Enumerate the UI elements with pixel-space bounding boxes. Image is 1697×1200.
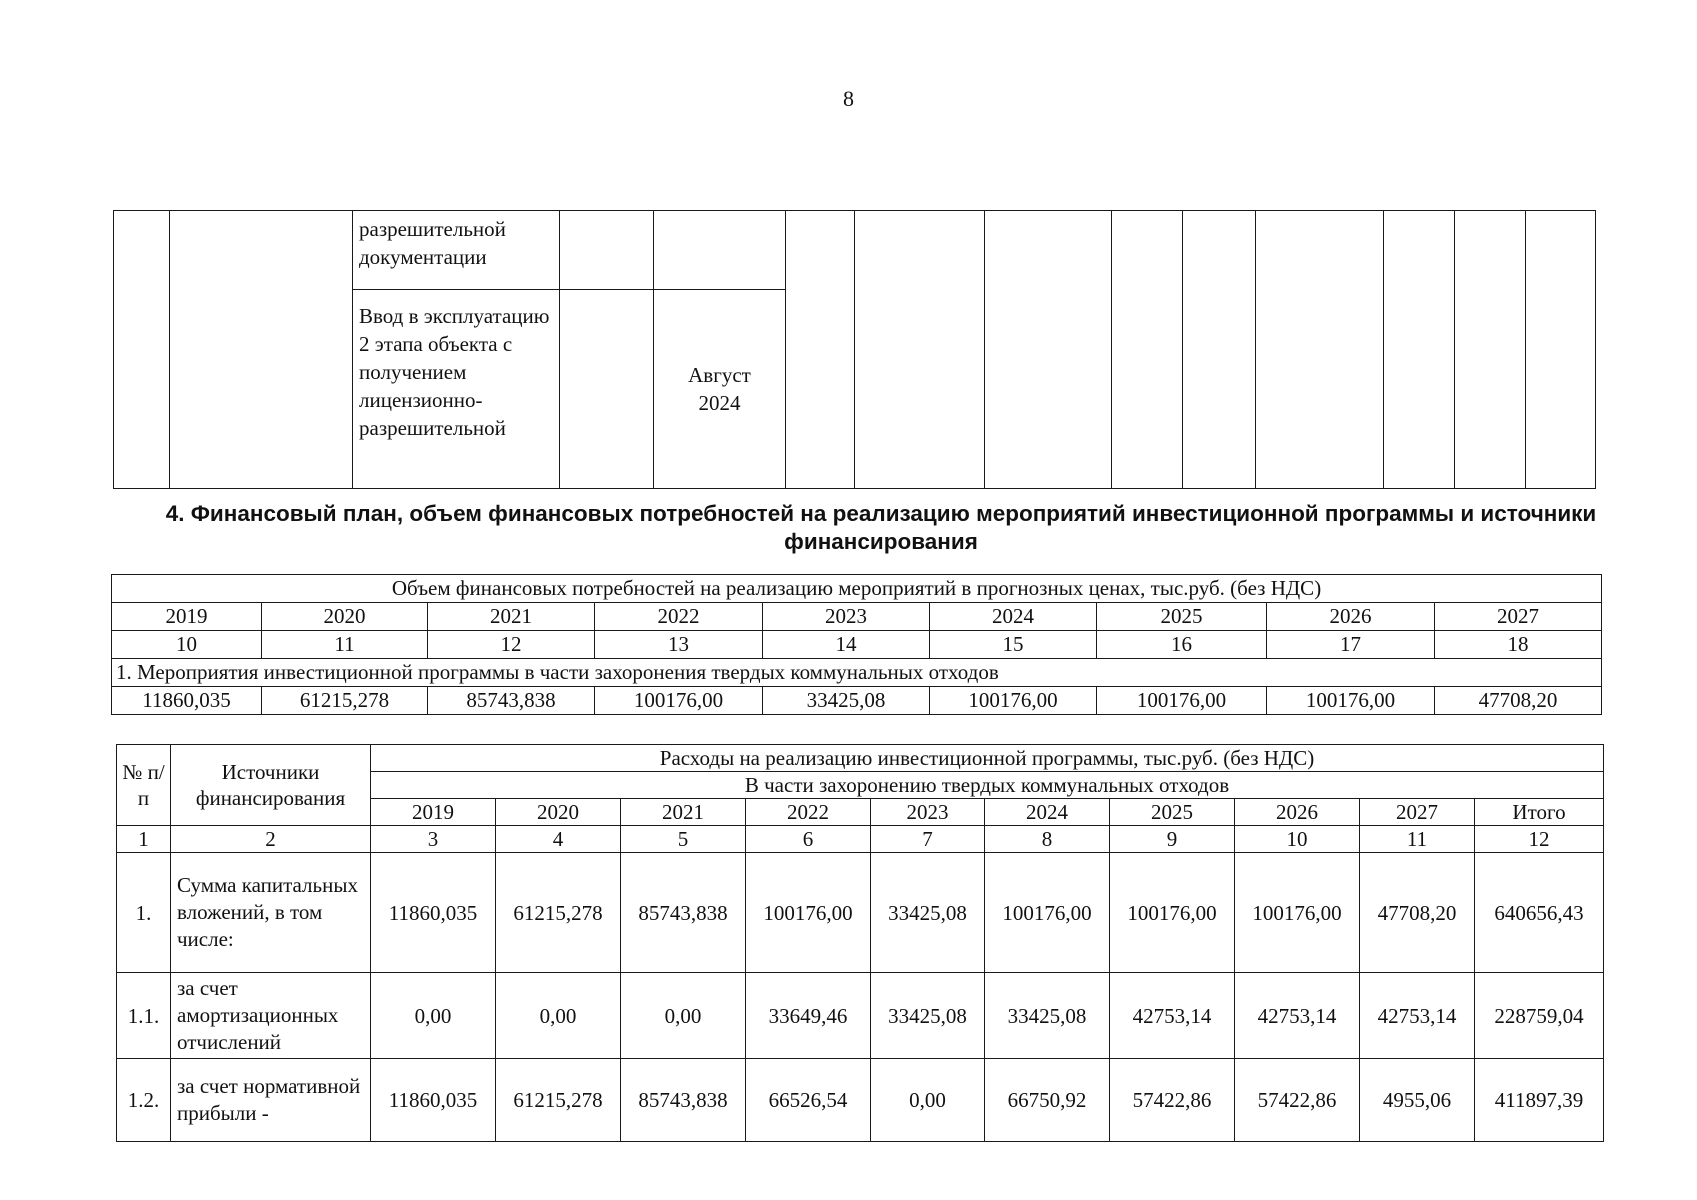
expenses-table xyxy=(116,744,1604,1142)
column-number: 11 xyxy=(262,631,428,659)
year-header: 2022 xyxy=(746,799,871,826)
table-cell xyxy=(1112,211,1183,489)
value-cell: 0,00 xyxy=(371,973,496,1059)
value-cell: 85743,838 xyxy=(428,687,595,715)
value-cell: 66750,92 xyxy=(985,1059,1110,1142)
program-section-title: 1. Мероприятия инвестиционной программы в части захоронения твердых коммунальных отходов xyxy=(112,659,1602,687)
column-number: 17 xyxy=(1267,631,1435,659)
column-number: 15 xyxy=(930,631,1097,659)
column-number: 5 xyxy=(621,826,746,853)
column-number: 16 xyxy=(1097,631,1267,659)
value-cell: 33425,08 xyxy=(871,973,985,1059)
column-number: 10 xyxy=(112,631,262,659)
financial-needs-title: Объем финансовых потребностей на реализацию мероприятий в прогнозных ценах, тыс.руб. (без НДС) xyxy=(112,575,1602,603)
row-number: 1. xyxy=(117,853,171,973)
year-header: 2020 xyxy=(496,799,621,826)
header-waste-burial: В части захоронению твердых коммунальных отходов xyxy=(371,772,1604,799)
value-cell: 4955,06 xyxy=(1360,1059,1475,1142)
stage-date: Август 2024 xyxy=(688,363,751,415)
column-number: 8 xyxy=(985,826,1110,853)
table-cell xyxy=(560,211,654,290)
year-header: 2026 xyxy=(1235,799,1360,826)
table-cell xyxy=(1455,211,1526,489)
year-header: 2025 xyxy=(1110,799,1235,826)
total-cell: 411897,39 xyxy=(1475,1059,1604,1142)
column-number: 2 xyxy=(171,826,371,853)
value-cell: 85743,838 xyxy=(621,853,746,973)
value-cell: 100176,00 xyxy=(1235,853,1360,973)
header-financing-sources: Источники финансирования xyxy=(171,745,371,826)
financing-source: за счет нормативной прибыли - xyxy=(171,1059,371,1142)
value-cell: 100176,00 xyxy=(985,853,1110,973)
financial-needs-table xyxy=(111,574,1602,715)
value-cell: 61215,278 xyxy=(262,687,428,715)
value-cell: 11860,035 xyxy=(371,1059,496,1142)
total-cell: 228759,04 xyxy=(1475,973,1604,1059)
value-cell: 47708,20 xyxy=(1435,687,1602,715)
row-number: 1.1. xyxy=(117,973,171,1059)
table-cell xyxy=(1256,211,1384,489)
value-cell: 100176,00 xyxy=(1110,853,1235,973)
value-cell: 11860,035 xyxy=(112,687,262,715)
section-heading: 4. Финансовый план, объем финансовых потребностей на реализацию мероприятий инвестиционной программы и источники финансирования xyxy=(165,501,1597,554)
financing-source: за счет амортизационных отчислений xyxy=(171,973,371,1059)
total-header: Итого xyxy=(1475,799,1604,826)
column-number: 4 xyxy=(496,826,621,853)
column-number: 7 xyxy=(871,826,985,853)
value-cell: 11860,035 xyxy=(371,853,496,973)
value-cell: 61215,278 xyxy=(496,853,621,973)
year-header: 2025 xyxy=(1097,603,1267,631)
column-number: 11 xyxy=(1360,826,1475,853)
value-cell: 33425,08 xyxy=(985,973,1110,1059)
column-number: 12 xyxy=(428,631,595,659)
year-header: 2024 xyxy=(930,603,1097,631)
column-number: 18 xyxy=(1435,631,1602,659)
column-number: 12 xyxy=(1475,826,1604,853)
year-header: 2027 xyxy=(1435,603,1602,631)
column-number: 3 xyxy=(371,826,496,853)
column-number: 14 xyxy=(763,631,930,659)
table-row xyxy=(117,973,1604,1059)
table-cell xyxy=(170,211,353,489)
value-cell: 33649,46 xyxy=(746,973,871,1059)
table-cell xyxy=(114,211,170,489)
value-cell: 100176,00 xyxy=(595,687,763,715)
year-header: 2022 xyxy=(595,603,763,631)
year-header: 2019 xyxy=(371,799,496,826)
value-cell: 100176,00 xyxy=(930,687,1097,715)
table-cell xyxy=(855,211,985,489)
year-header: 2019 xyxy=(112,603,262,631)
value-cell: 42753,14 xyxy=(1110,973,1235,1059)
total-cell: 640656,43 xyxy=(1475,853,1604,973)
value-cell: 33425,08 xyxy=(763,687,930,715)
year-header: 2021 xyxy=(428,603,595,631)
value-cell: 42753,14 xyxy=(1360,973,1475,1059)
value-cell: 47708,20 xyxy=(1360,853,1475,973)
stage-date-cell xyxy=(654,290,786,489)
value-cell: 66526,54 xyxy=(746,1059,871,1142)
header-expenses: Расходы на реализацию инвестиционной программы, тыс.руб. (без НДС) xyxy=(371,745,1604,772)
value-cell: 0,00 xyxy=(621,973,746,1059)
financing-source: Сумма капитальных вложений, в том числе: xyxy=(171,853,371,973)
year-header: 2024 xyxy=(985,799,1110,826)
value-cell: 57422,86 xyxy=(1235,1059,1360,1142)
page-number: 8 xyxy=(843,86,854,111)
value-cell: 33425,08 xyxy=(871,853,985,973)
table-row xyxy=(117,853,1604,973)
column-number: 13 xyxy=(595,631,763,659)
column-number: 6 xyxy=(746,826,871,853)
table-row xyxy=(117,1059,1604,1142)
table-cell xyxy=(1526,211,1596,489)
table-cell xyxy=(985,211,1112,489)
year-header: 2021 xyxy=(621,799,746,826)
row-number: 1.2. xyxy=(117,1059,171,1142)
value-cell: 100176,00 xyxy=(1097,687,1267,715)
value-cell: 100176,00 xyxy=(1267,687,1435,715)
year-header: 2026 xyxy=(1267,603,1435,631)
schedule-table-continuation xyxy=(113,210,1596,489)
value-cell: 0,00 xyxy=(871,1059,985,1142)
table-cell xyxy=(786,211,855,489)
year-header: 2020 xyxy=(262,603,428,631)
value-cell: 100176,00 xyxy=(746,853,871,973)
table-cell xyxy=(560,290,654,489)
year-header: 2023 xyxy=(763,603,930,631)
year-header: 2027 xyxy=(1360,799,1475,826)
stage-description-cell: разрешительной документации xyxy=(353,211,560,290)
column-number: 9 xyxy=(1110,826,1235,853)
value-cell: 61215,278 xyxy=(496,1059,621,1142)
table-cell xyxy=(1183,211,1256,489)
value-cell: 0,00 xyxy=(496,973,621,1059)
header-row-number: № п/п xyxy=(117,745,171,826)
value-cell: 57422,86 xyxy=(1110,1059,1235,1142)
column-number: 1 xyxy=(117,826,171,853)
stage-description-cell: Ввод в эксплуатацию 2 этапа объекта с получением лицензионно-разрешительной xyxy=(353,290,560,489)
value-cell: 42753,14 xyxy=(1235,973,1360,1059)
table-cell xyxy=(1384,211,1455,489)
table-cell xyxy=(654,211,786,290)
value-cell: 85743,838 xyxy=(621,1059,746,1142)
column-number: 10 xyxy=(1235,826,1360,853)
year-header: 2023 xyxy=(871,799,985,826)
